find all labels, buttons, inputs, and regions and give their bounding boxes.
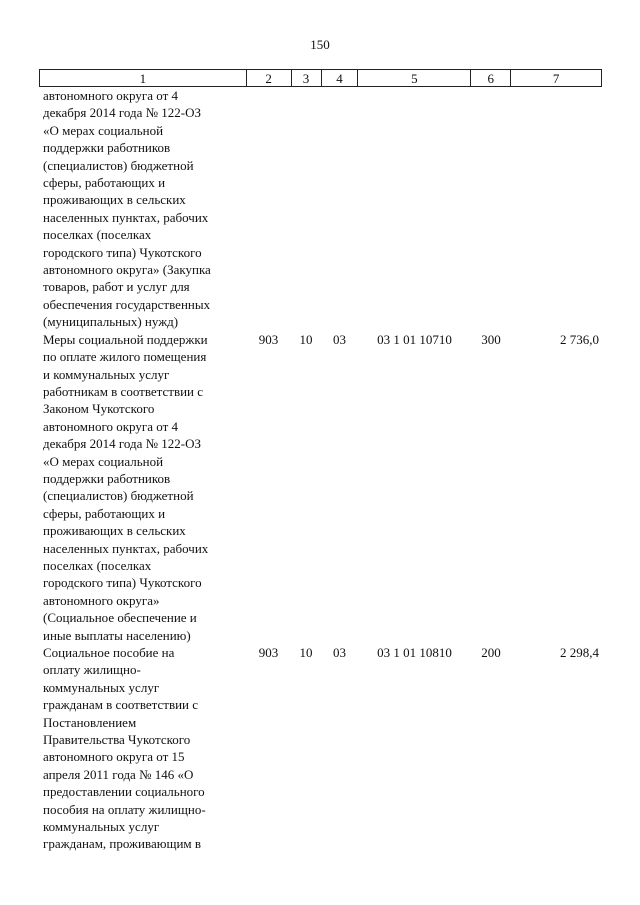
header-col-3: 3	[292, 70, 322, 86]
row-ministry-code: 903	[258, 331, 279, 347]
description-line: по оплате жилого помещения	[43, 349, 207, 365]
row-description	[39, 87, 246, 331]
description-line: обеспечения государственных	[43, 296, 211, 312]
description-line: поддержки работников	[43, 470, 171, 486]
description-line: товаров, работ и услуг для	[43, 279, 190, 295]
description-line: поселках (поселках	[43, 557, 152, 573]
description-line: пособия на оплату жилищно-	[43, 801, 206, 817]
row-subsection-code: 03	[333, 645, 346, 660]
row-subsection-code: 03	[333, 331, 346, 347]
description-line: работникам в соответствии с	[43, 383, 204, 399]
row-section-code: 10	[299, 331, 313, 347]
description-line: автономного округа от 15	[43, 749, 185, 765]
description-line: Правительства Чукотского	[43, 732, 191, 748]
row-description	[39, 331, 246, 644]
description-line: Социальное пособие на	[43, 645, 175, 660]
description-line: «О мерах социальной	[43, 453, 164, 469]
header-col-4: 4	[322, 70, 359, 86]
header-col-6: 6	[471, 70, 511, 86]
description-line: сферы, работающих и	[43, 175, 166, 191]
table-header-row	[39, 69, 602, 87]
description-line: автономного округа от 4	[43, 88, 179, 103]
row-amount	[511, 87, 602, 331]
row-section-code	[291, 87, 321, 331]
description-line: гражданам, проживающим в	[43, 836, 202, 852]
description-line: (специалистов) бюджетной	[43, 157, 194, 173]
header-col-5: 5	[358, 70, 471, 86]
budget-table	[39, 69, 602, 853]
row-target-article	[358, 87, 471, 331]
description-line: проживающих в сельских	[43, 192, 186, 208]
description-line: населенных пунктах, рабочих	[43, 540, 209, 556]
description-line: поддержки работников	[43, 140, 171, 156]
row-section-code: 10	[299, 645, 313, 660]
row-expense-type: 200	[481, 645, 501, 660]
description-line: сферы, работающих и	[43, 505, 166, 521]
description-line: коммунальных услуг	[43, 679, 160, 695]
description-line: (специалистов) бюджетной	[43, 488, 194, 504]
description-line: и коммунальных услуг	[43, 366, 170, 382]
description-line: коммунальных услуг	[43, 819, 160, 835]
description-line: проживающих в сельских	[43, 523, 186, 539]
description-line: автономного округа» (Закупка	[43, 262, 211, 278]
description-line: иные выплаты населению)	[43, 627, 191, 643]
row-expense-type: 300	[481, 331, 501, 347]
description-line: (муниципальных) нужд)	[43, 314, 179, 330]
description-line: населенных пунктах, рабочих	[43, 209, 209, 225]
row-target-article: 03 1 01 10710	[377, 331, 452, 347]
header-col-7: 7	[511, 70, 602, 86]
description-line: автономного округа от 4	[43, 418, 179, 434]
table-row	[39, 87, 602, 331]
description-line: городского типа) Чукотского	[43, 244, 202, 260]
header-col-2: 2	[247, 70, 292, 86]
description-line: апреля 2011 года № 146 «О	[43, 766, 194, 782]
row-ministry-code	[246, 87, 291, 331]
description-line: предоставлении социального	[43, 784, 205, 800]
description-line: автономного округа»	[43, 592, 160, 608]
row-ministry-code: 903	[258, 645, 279, 660]
description-line: Законом Чукотского	[43, 401, 155, 417]
page-number: 150	[310, 37, 330, 52]
row-description	[39, 644, 246, 853]
description-line: декабря 2014 года № 122-ОЗ	[43, 436, 202, 452]
description-line: (Социальное обеспечение и	[43, 610, 197, 626]
header-col-1: 1	[40, 70, 247, 86]
description-line: декабря 2014 года № 122-ОЗ	[43, 105, 202, 121]
description-line: Меры социальной поддержки	[43, 331, 208, 347]
description-line: «О мерах социальной	[43, 122, 164, 138]
description-line: гражданам в соответствии с	[43, 697, 199, 713]
row-target-article: 03 1 01 10810	[377, 645, 452, 660]
description-line: оплату жилищно-	[43, 662, 141, 678]
table-row	[39, 644, 602, 853]
description-line: поселках (поселках	[43, 227, 152, 243]
row-subsection-code	[321, 87, 358, 331]
row-amount: 2 736,0	[560, 331, 599, 347]
table-body	[39, 87, 602, 853]
description-line: Постановлением	[43, 714, 137, 730]
row-expense-type	[471, 87, 511, 331]
table-row	[39, 331, 602, 644]
description-line: городского типа) Чукотского	[43, 575, 202, 591]
row-amount: 2 298,4	[560, 645, 599, 660]
